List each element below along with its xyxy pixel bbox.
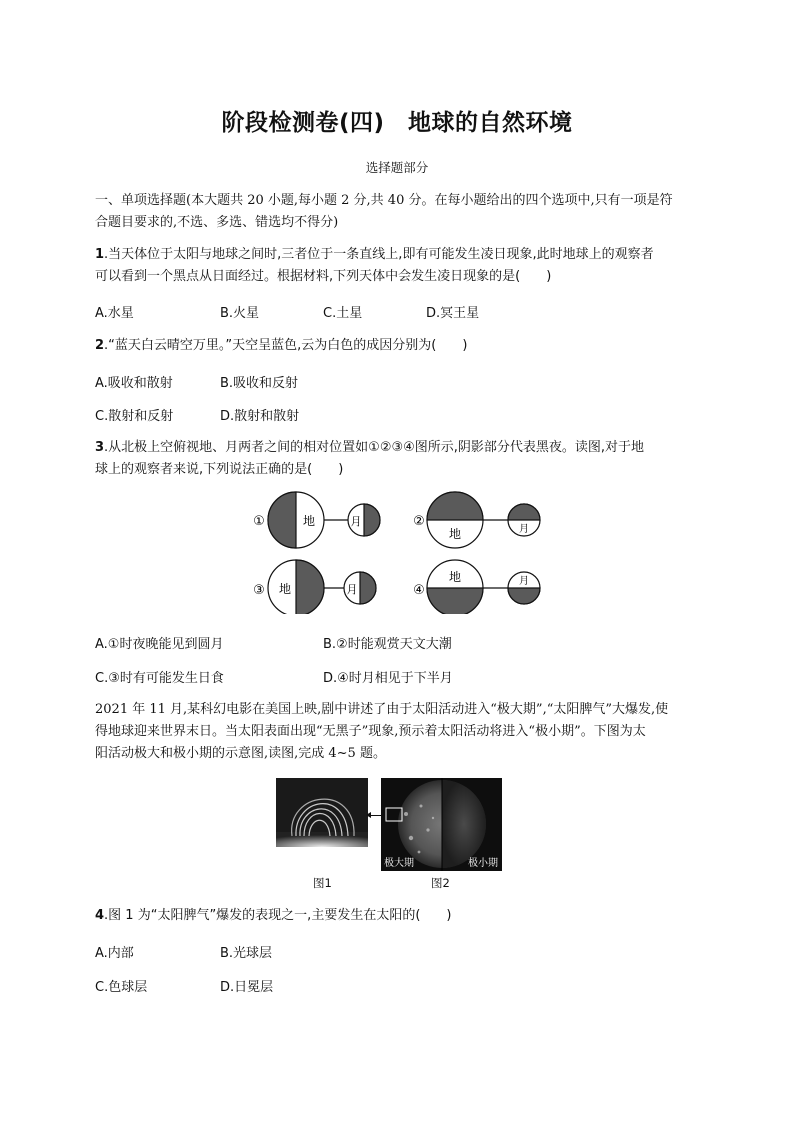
section-heading: 选择题部分 [365, 160, 429, 175]
earth-1 [268, 492, 324, 548]
figure-2-caption: 图2 [431, 876, 450, 890]
earth-label-2: 地 [448, 527, 462, 541]
q3-option-b[interactable]: B.②时能观赏天文大潮 [323, 637, 452, 652]
q2-option-b[interactable]: B.吸收和反射 [220, 376, 299, 391]
q1-option-d[interactable]: D.冥王星 [426, 306, 480, 321]
marker-1: ① [253, 514, 265, 529]
moon-2 [508, 504, 540, 536]
earth-3 [268, 560, 324, 614]
q2-option-a[interactable]: A.吸收和散射 [95, 376, 173, 391]
passage-line-1: 2021 年 11 月,某科幻电影在美国上映,剧中讲述了由于太阳活动进入“极大期”,“太阳脾气”大爆发,使 [95, 702, 669, 717]
q4-option-d[interactable]: D.日冕层 [220, 980, 274, 995]
question-1-number: 1 [95, 247, 105, 262]
earth-label-4: 地 [448, 570, 462, 584]
question-3-text: .从北极上空俯视地、月两者之间的相对位置如①②③④图所示,阴影部分代表黑夜。读图,对于地 [104, 440, 645, 455]
instructions-line-2: 合题目要求的,不选、多选、错选均不得分) [95, 215, 339, 230]
question-1-text: .当天体位于太阳与地球之间时,三者位于一条直线上,即有可能发生凌日现象,此时地球上的观察者 [104, 247, 654, 262]
question-4-line-1 [95, 905, 451, 927]
q3-option-a[interactable]: A.①时夜晚能见到圆月 [95, 637, 224, 652]
q4-option-a[interactable]: A.内部 [95, 946, 134, 961]
q3-option-d[interactable]: D.④时月相见于下半月 [323, 671, 453, 686]
question-1-line-2: 可以看到一个黑点从日面经过。根据材料,下列天体中会发生凌日现象的是( ) [95, 269, 552, 284]
question-1-line-1 [95, 244, 654, 266]
q1-option-a[interactable]: A.水星 [95, 306, 134, 321]
question-3-number: 3 [95, 440, 105, 455]
earth-2 [427, 492, 483, 548]
q4-option-b[interactable]: B.光球层 [220, 946, 273, 961]
earth-label-1: 地 [302, 514, 316, 528]
marker-3: ③ [253, 583, 265, 598]
q2-option-c[interactable]: C.散射和反射 [95, 409, 174, 424]
q2-option-d[interactable]: D.散射和散射 [220, 409, 300, 424]
figure-1-caption: 图1 [313, 876, 332, 890]
figure-2-sun-photo [381, 778, 502, 871]
question-2-line-1 [95, 335, 467, 357]
question-2-number: 2 [95, 338, 105, 353]
passage-line-3: 阳活动极大和极小期的示意图,读图,完成 4~5 题。 [95, 746, 386, 761]
earth-4 [427, 560, 483, 614]
callout-arrow-icon [366, 812, 371, 818]
q3-option-c[interactable]: C.③时有可能发生日食 [95, 671, 224, 686]
moon-label-1: 月 [350, 515, 362, 528]
question-3-line-1 [95, 437, 644, 459]
question-2-text: .“蓝天白云晴空万里。”天空呈蓝色,云为白色的成因分别为( ) [104, 338, 468, 353]
earth-moon-position-diagram [240, 484, 560, 614]
moon-label-3: 月 [346, 583, 358, 596]
page-title: 阶段检测卷(四) 地球的自然环境 [221, 110, 573, 136]
label-max-period: 极大期 [384, 858, 414, 869]
moon-4 [508, 572, 540, 604]
moon-label-2: 月 [519, 524, 529, 535]
passage-line-2: 得地球迎来世界末日。当太阳表面出现“无黑子”现象,预示着太阳活动将进入“极小期”。下图为太 [95, 724, 646, 739]
marker-2: ② [413, 514, 425, 529]
moon-label-4: 月 [519, 576, 529, 587]
q1-option-c[interactable]: C.土星 [323, 306, 363, 321]
question-4-number: 4 [95, 908, 105, 923]
q1-option-b[interactable]: B.火星 [220, 306, 260, 321]
instructions-line-1: 一、单项选择题(本大题共 20 小题,每小题 2 分,共 40 分。在每小题给出的四个选项中,只有一项是符 [95, 193, 673, 208]
question-4-text: .图 1 为“太阳脾气”爆发的表现之一,主要发生在太阳的( ) [104, 908, 452, 923]
moon-1 [348, 504, 380, 536]
earth-label-3: 地 [278, 582, 292, 596]
figure-1-prominence-photo [276, 778, 368, 847]
moon-3 [344, 572, 376, 604]
question-3-line-2: 球上的观察者来说,下列说法正确的是( ) [95, 462, 344, 477]
marker-4: ④ [413, 583, 425, 598]
label-min-period: 极小期 [468, 858, 498, 869]
q4-option-c[interactable]: C.色球层 [95, 980, 148, 995]
